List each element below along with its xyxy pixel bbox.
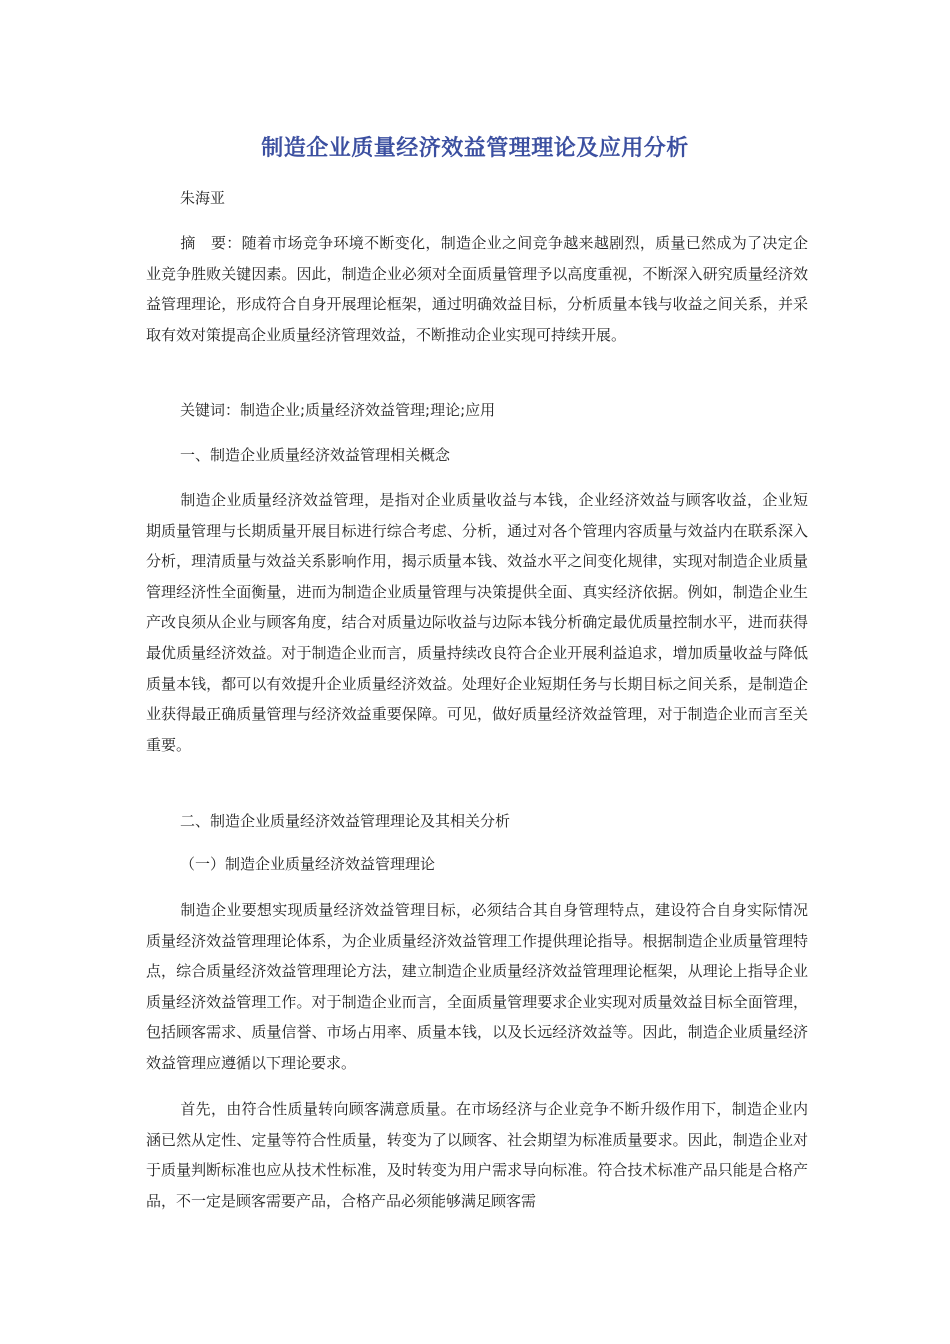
section-2-heading: 二、制造企业质量经济效益管理理论及其相关分析	[180, 812, 511, 830]
document-title: 制造企业质量经济效益管理理论及应用分析	[261, 136, 689, 161]
abstract-text: 摘 要：随着市场竞争环境不断变化，制造企业之间竞争越来越剧烈，质量已然成为了决定企业竞争胜败关键因素。因此，制造企业必须对全面质量管理予以高度重视，不断深入研究质量经济效益管理理论，形成符合自身开展理论框架，通过明确效益目标，分析质量本钱与收益之间关系，并采取有效对策提高企业质量经济管理效益，不断推动企业实现可持续开展。	[146, 234, 808, 344]
keywords-line: 关键词：制造企业;质量经济效益管理;理论;应用	[180, 401, 496, 419]
section-2-paragraph-2	[146, 1094, 808, 1216]
section-2-text-1: 制造企业要想实现质量经济效益管理目标，必须结合其自身管理特点，建设符合自身实际情况质量经济效益管理理论体系，为企业质量经济效益管理工作提供理论指导。根据制造企业质量管理特点，综合质量经济效益管理理论方法，建立制造企业质量经济效益管理理论框架，从理论上指导企业质量经济效益管理工作。对于制造企业而言，全面质量管理要求企业实现对质量效益目标全面管理，包括顾客需求、质量信誉、市场占用率、质量本钱，以及长远经济效益等。因此，制造企业质量经济效益管理应遵循以下理论要求。	[146, 901, 808, 1072]
section-2-paragraph-1	[146, 895, 808, 1079]
section-1-heading: 一、制造企业质量经济效益管理相关概念	[180, 446, 451, 464]
section-1-paragraph	[146, 485, 808, 760]
section-2-text-2: 首先，由符合性质量转向顾客满意质量。在市场经济与企业竞争不断升级作用下，制造企业内涵已然从定性、定量等符合性质量，转变为了以顾客、社会期望为标准质量要求。因此，制造企业对于质量判断标准也应从技术性标准，及时转变为用户需求导向标准。符合技术标准产品只能是合格产品，不一定是顾客需要产品，合格产品必须能够满足顾客需	[146, 1100, 808, 1210]
author-name: 朱海亚	[180, 189, 226, 207]
section-1-text: 制造企业质量经济效益管理，是指对企业质量收益与本钱，企业经济效益与顾客收益，企业短期质量管理与长期质量开展目标进行综合考虑、分析，通过对各个管理内容质量与效益内在联系深入分析，理清质量与效益关系影响作用，揭示质量本钱、效益水平之间变化规律，实现对制造企业质量管理经济性全面衡量，进而为制造企业质量管理与决策提供全面、真实经济依据。例如，制造企业生产改良须从企业与顾客角度，结合对质量边际收益与边际本钱分析确定最优质量控制水平，进而获得最优质量经济效益。对于制造企业而言，质量持续改良符合企业开展利益追求，增加质量收益与降低质量本钱，都可以有效提升企业质量经济效益。处理好企业短期任务与长期目标之间关系，是制造企业获得最正确质量管理与经济效益重要保障。可见，做好质量经济效益管理，对于制造企业而言至关重要。	[146, 491, 808, 754]
abstract-paragraph	[146, 228, 808, 350]
section-2-sub-heading: （一）制造企业质量经济效益管理理论	[180, 855, 436, 873]
